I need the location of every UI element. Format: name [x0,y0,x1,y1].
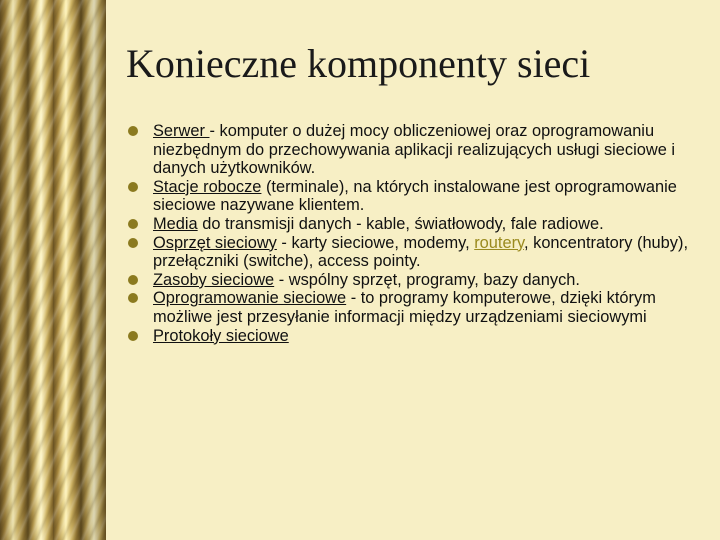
link-routery[interactable]: routery [474,233,525,252]
bullet-dot-icon [128,275,138,285]
term-zasoby-sieciowe[interactable]: Zasoby sieciowe [153,270,275,289]
slide-title: Konieczne komponenty sieci [126,41,591,86]
gold-border-shading [0,0,106,540]
bullet-dot-icon [128,331,138,341]
term-protokoly-sieciowe[interactable]: Protokoły sieciowe [153,326,289,345]
bullet-item-media [128,215,708,234]
term-oprogramowanie-sieciowe[interactable]: Oprogramowanie sieciowe [153,289,347,308]
bullet-item-oprogramowanie [128,289,708,326]
bullet-text: - komputer o dużej mocy obliczeniowej oraz oprogramowaniu niezbędnym do przechowywania aplikacji realizujących usługi sieciowe i danych użytkowników. [153,122,676,178]
term-serwer[interactable]: Serwer [153,122,210,140]
bullet-dot-icon [128,182,138,192]
bullet-list [128,122,708,345]
bullet-text: , koncentratory (huby), przełączniki (switche), access pointy. [153,233,688,271]
bullet-text: (terminale), na których instalowane jest oprogramowanie sieciowe nazywane klientem. [153,177,677,215]
bullet-item-osprzet [128,234,708,271]
bullet-text: - to programy komputerowe, dzięki którym możliwe jest przesyłanie informacji między urządzeniami sieciowymi [153,289,656,326]
bullet-text: - karty sieciowe, modemy, [276,233,475,252]
bullet-dot-icon [128,126,138,136]
bullet-dot-icon [128,219,138,229]
bullet-item-stacje-robocze [128,178,708,215]
bullet-item-zasoby [128,271,708,290]
bullet-item-protokoly [128,327,708,346]
term-stacje-robocze[interactable]: Stacje robocze [153,177,262,196]
term-osprzet-sieciowy[interactable]: Osprzęt sieciowy [153,233,277,252]
term-media[interactable]: Media [153,214,198,233]
bullet-text: - wspólny sprzęt, programy, bazy danych. [274,270,580,289]
bullet-item-serwer [128,122,708,178]
bullet-text: do transmisji danych - kable, światłowody, fale radiowe. [197,214,604,233]
bullet-dot-icon [128,238,138,248]
bullet-dot-icon [128,293,138,303]
